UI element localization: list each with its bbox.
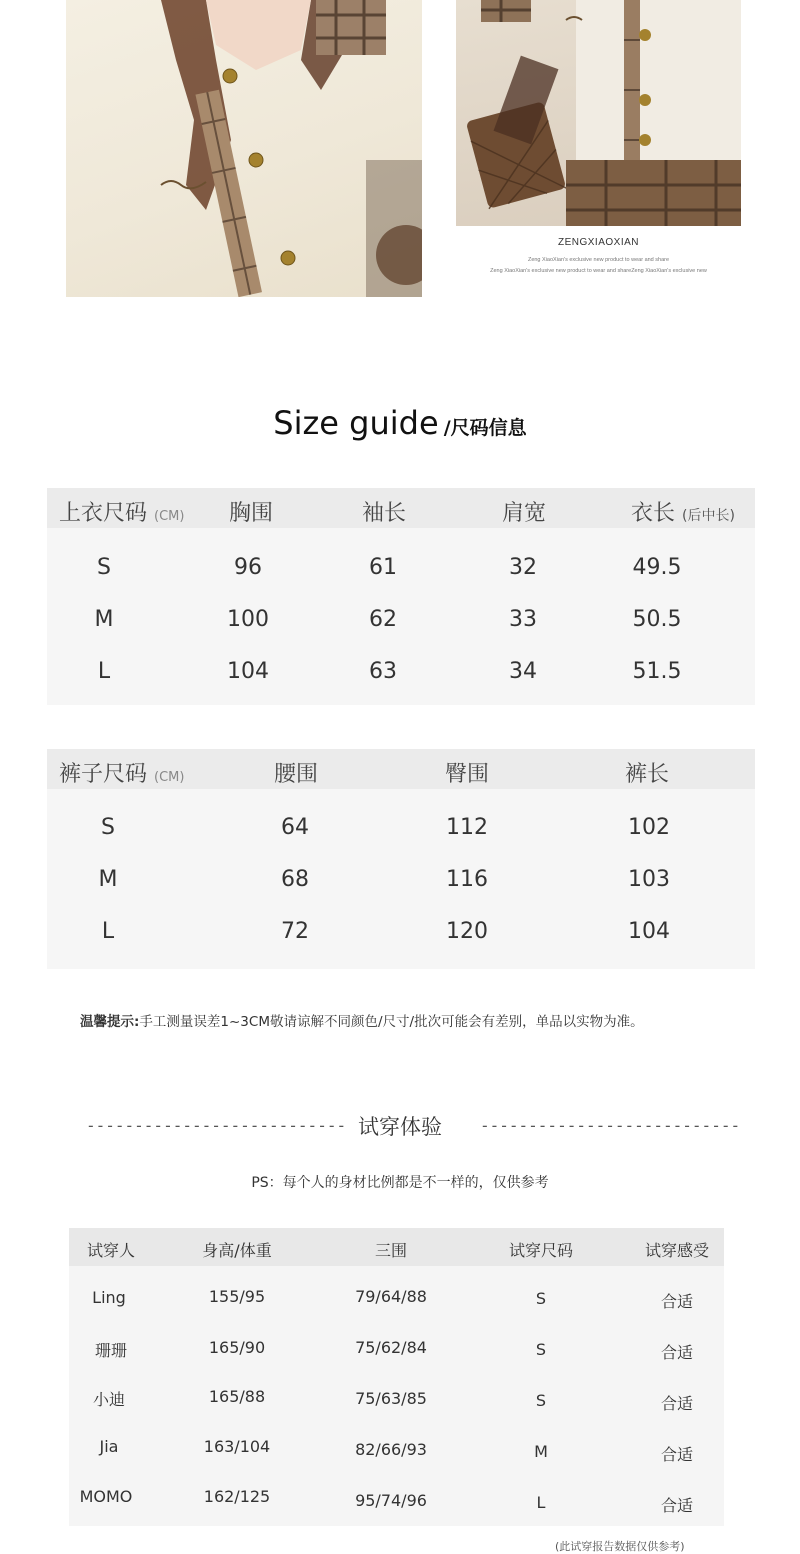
top-size-table: [47, 488, 755, 705]
try-cell: 162/125: [203, 1487, 271, 1506]
try-on-title: 试穿体验: [358, 1115, 442, 1139]
try-cell: S: [535, 1340, 547, 1359]
pants-cell: 103: [628, 867, 670, 892]
try-header-fit: 试穿感受: [644, 1241, 710, 1260]
pants-row-size: S: [101, 815, 115, 840]
try-header-person: 试穿人: [86, 1241, 136, 1260]
tip-text: 手工测量误差1~3CM敬请谅解不同颜色/尺寸/批次可能会有差别，单品以实物为准。: [139, 1014, 644, 1030]
pants-cell: 120: [446, 919, 488, 944]
top-header-sleeve: 袖长: [362, 501, 407, 526]
top-cell: 34: [509, 659, 537, 684]
top-cell: 33: [509, 607, 537, 632]
try-cell: 合适: [660, 1445, 694, 1464]
try-cell: 合适: [660, 1394, 694, 1413]
try-header-measurements: 三围: [374, 1241, 408, 1260]
top-row-size: S: [97, 555, 111, 580]
try-cell: 82/66/93: [355, 1440, 427, 1459]
top-header-length-text: 衣长: [631, 501, 676, 526]
try-cell-person: 小迪: [92, 1390, 126, 1409]
top-row-size: L: [97, 659, 111, 684]
divider-right: ---------------------------: [480, 1116, 741, 1135]
try-cell: 合适: [660, 1343, 694, 1362]
pants-table-unit: (CM): [154, 770, 185, 785]
pants-cell: 72: [281, 919, 309, 944]
top-header-length-note: (后中长): [682, 508, 735, 524]
try-cell: 163/104: [203, 1437, 271, 1456]
pants-size-table: [47, 749, 755, 969]
pants-row-size: L: [101, 919, 115, 944]
try-cell-person: 珊珊: [94, 1341, 128, 1360]
try-cell: 95/74/96: [355, 1491, 427, 1510]
top-cell: 32: [509, 555, 537, 580]
brand-tagline-2: Zeng XiaoXian's exclusive new product to wear and shareZeng XiaoXian's exclusive new: [490, 268, 707, 274]
try-cell: 75/62/84: [355, 1338, 427, 1357]
try-cell: 合适: [660, 1496, 694, 1515]
top-cell: 63: [369, 659, 397, 684]
brand-caption: ZENGXIAOXIAN: [557, 237, 639, 248]
try-cell-person: Jia: [99, 1437, 119, 1456]
pants-cell: 104: [628, 919, 670, 944]
top-header-length: [631, 496, 735, 527]
pants-header-hip: 臀围: [445, 762, 490, 787]
try-cell: L: [536, 1493, 546, 1512]
measurement-tip: [80, 1010, 644, 1030]
pants-header-length: 裤长: [625, 762, 670, 787]
top-cell: 62: [369, 607, 397, 632]
size-guide-title-cn: /尺码信息: [443, 417, 527, 439]
top-cell: 61: [369, 555, 397, 580]
try-cell: 75/63/85: [355, 1389, 427, 1408]
top-table-label: [59, 496, 184, 527]
sweater-front-illustration: [66, 0, 422, 297]
top-cell: 96: [234, 555, 262, 580]
try-on-footnote: (此试穿报告数据仅供参考): [555, 1540, 685, 1553]
top-header-chest: 胸围: [229, 501, 274, 526]
pants-table-label: [59, 757, 184, 788]
top-cell: 51.5: [632, 659, 682, 684]
pants-header-waist: 腰围: [274, 762, 319, 787]
pants-cell: 112: [446, 815, 488, 840]
try-header-size: 试穿尺码: [508, 1241, 574, 1260]
size-guide-title-en: Size guide: [273, 404, 439, 442]
top-cell: 50.5: [632, 607, 682, 632]
try-cell: 165/88: [208, 1387, 266, 1406]
try-cell: S: [535, 1391, 547, 1410]
try-cell: S: [535, 1289, 547, 1308]
top-cell: 104: [227, 659, 269, 684]
top-header-shoulder: 肩宽: [502, 501, 547, 526]
tip-label: 温馨提示:: [80, 1014, 140, 1030]
divider-left: ---------------------------: [86, 1116, 347, 1135]
pants-cell: 102: [628, 815, 670, 840]
top-cell: 100: [227, 607, 269, 632]
try-cell: M: [534, 1442, 548, 1461]
try-cell: 155/95: [208, 1287, 266, 1306]
top-table-unit: (CM): [154, 509, 185, 524]
pants-cell: 68: [281, 867, 309, 892]
try-cell: 79/64/88: [355, 1287, 427, 1306]
try-cell: 合适: [660, 1292, 694, 1311]
top-cell: 49.5: [632, 555, 682, 580]
product-photo-right: [456, 0, 741, 226]
pants-table-label-text: 裤子尺码: [59, 762, 148, 787]
try-cell: 165/90: [208, 1338, 266, 1357]
size-guide-title: [0, 404, 800, 442]
try-cell-person: Ling: [92, 1288, 126, 1307]
try-header-height-weight: 身高/体重: [202, 1241, 272, 1260]
pants-cell: 116: [446, 867, 488, 892]
pants-cell: 64: [281, 815, 309, 840]
try-cell-person: MOMO: [79, 1487, 133, 1506]
brand-tagline-1: Zeng XiaoXian's exclusive new product to wear and share: [527, 257, 670, 263]
try-on-note: PS：每个人的身材比例都是不一样的，仅供参考: [251, 1175, 549, 1191]
top-table-label-text: 上衣尺码: [59, 501, 148, 526]
top-row-size: M: [94, 607, 114, 632]
try-on-table: [69, 1228, 724, 1526]
pants-row-size: M: [98, 867, 118, 892]
product-photo-left: [66, 0, 422, 297]
sweater-detail-illustration: [456, 0, 741, 226]
